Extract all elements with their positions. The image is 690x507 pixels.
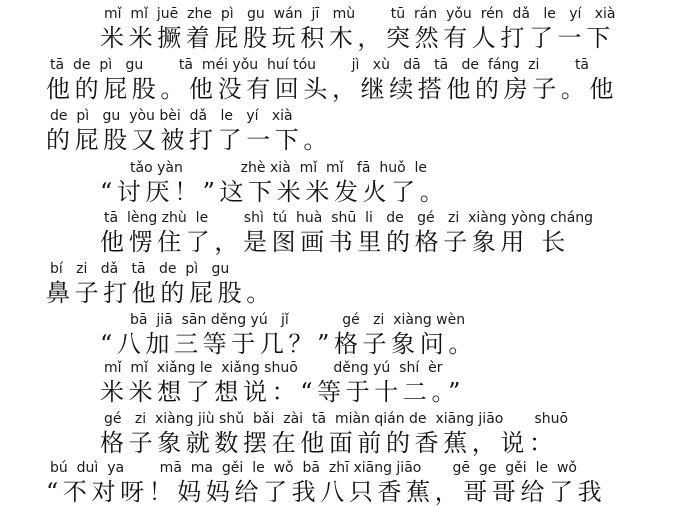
hanzi-line: 米米撅着屁股玩积木，突然有人打了一下 <box>100 24 615 52</box>
hanzi-line: “不对呀！妈妈给了我八只香蕉，哥哥给了我 <box>46 478 607 506</box>
pinyin-line: mǐ mǐ xiǎng le xiǎng shuō děng yú shí èr <box>104 360 443 376</box>
hanzi-line: 的屁股又被打了一下。 <box>46 126 332 154</box>
pinyin-line: tā lèng zhù le shì tú huà shū li de gé zi xiàng yòng cháng <box>104 210 594 226</box>
pinyin-line: mǐ mǐ juē zhe pì gu wán jī mù tū rán yǒu rén dǎ le yí xià <box>104 6 616 22</box>
hanzi-line: “八加三等于几？”格子象问。 <box>100 330 477 358</box>
pinyin-line: bú duì ya mā ma gěi le wǒ bā zhī xiāng jiāo gē ge gěi le wǒ <box>50 460 577 476</box>
pinyin-line: bí zi dǎ tā de pì gu <box>50 261 230 277</box>
pinyin-line: bā jiā sān děng yú jǐ gé zi xiàng wèn <box>130 312 466 328</box>
hanzi-line: “讨厌！”这下米米发火了。 <box>100 178 449 206</box>
pinyin-line: tǎo yàn zhè xià mǐ mǐ fā huǒ le <box>130 160 428 176</box>
pinyin-line: de pì gu yòu bèi dǎ le yí xià <box>50 108 293 124</box>
hanzi-line: 他的屁股。他没有回头，继续搭他的房子。他 <box>46 75 618 103</box>
hanzi-line: 他愣住了，是图画书里的格子象用 长 <box>100 228 570 256</box>
hanzi-line: 鼻子打他的屁股。 <box>46 279 275 307</box>
pinyin-line: tā de pì gu tā méi yǒu huí tóu jì xù dā tā de fáng zi tā <box>50 57 590 73</box>
hanzi-line: 格子象就数摆在他面前的香蕉，说： <box>100 429 558 457</box>
pinyin-line: gé zi xiàng jiù shǔ bǎi zài tā miàn qián de xiāng jiāo shuō <box>104 411 569 427</box>
hanzi-line: 米米想了想说：“等于十二。” <box>100 378 465 406</box>
